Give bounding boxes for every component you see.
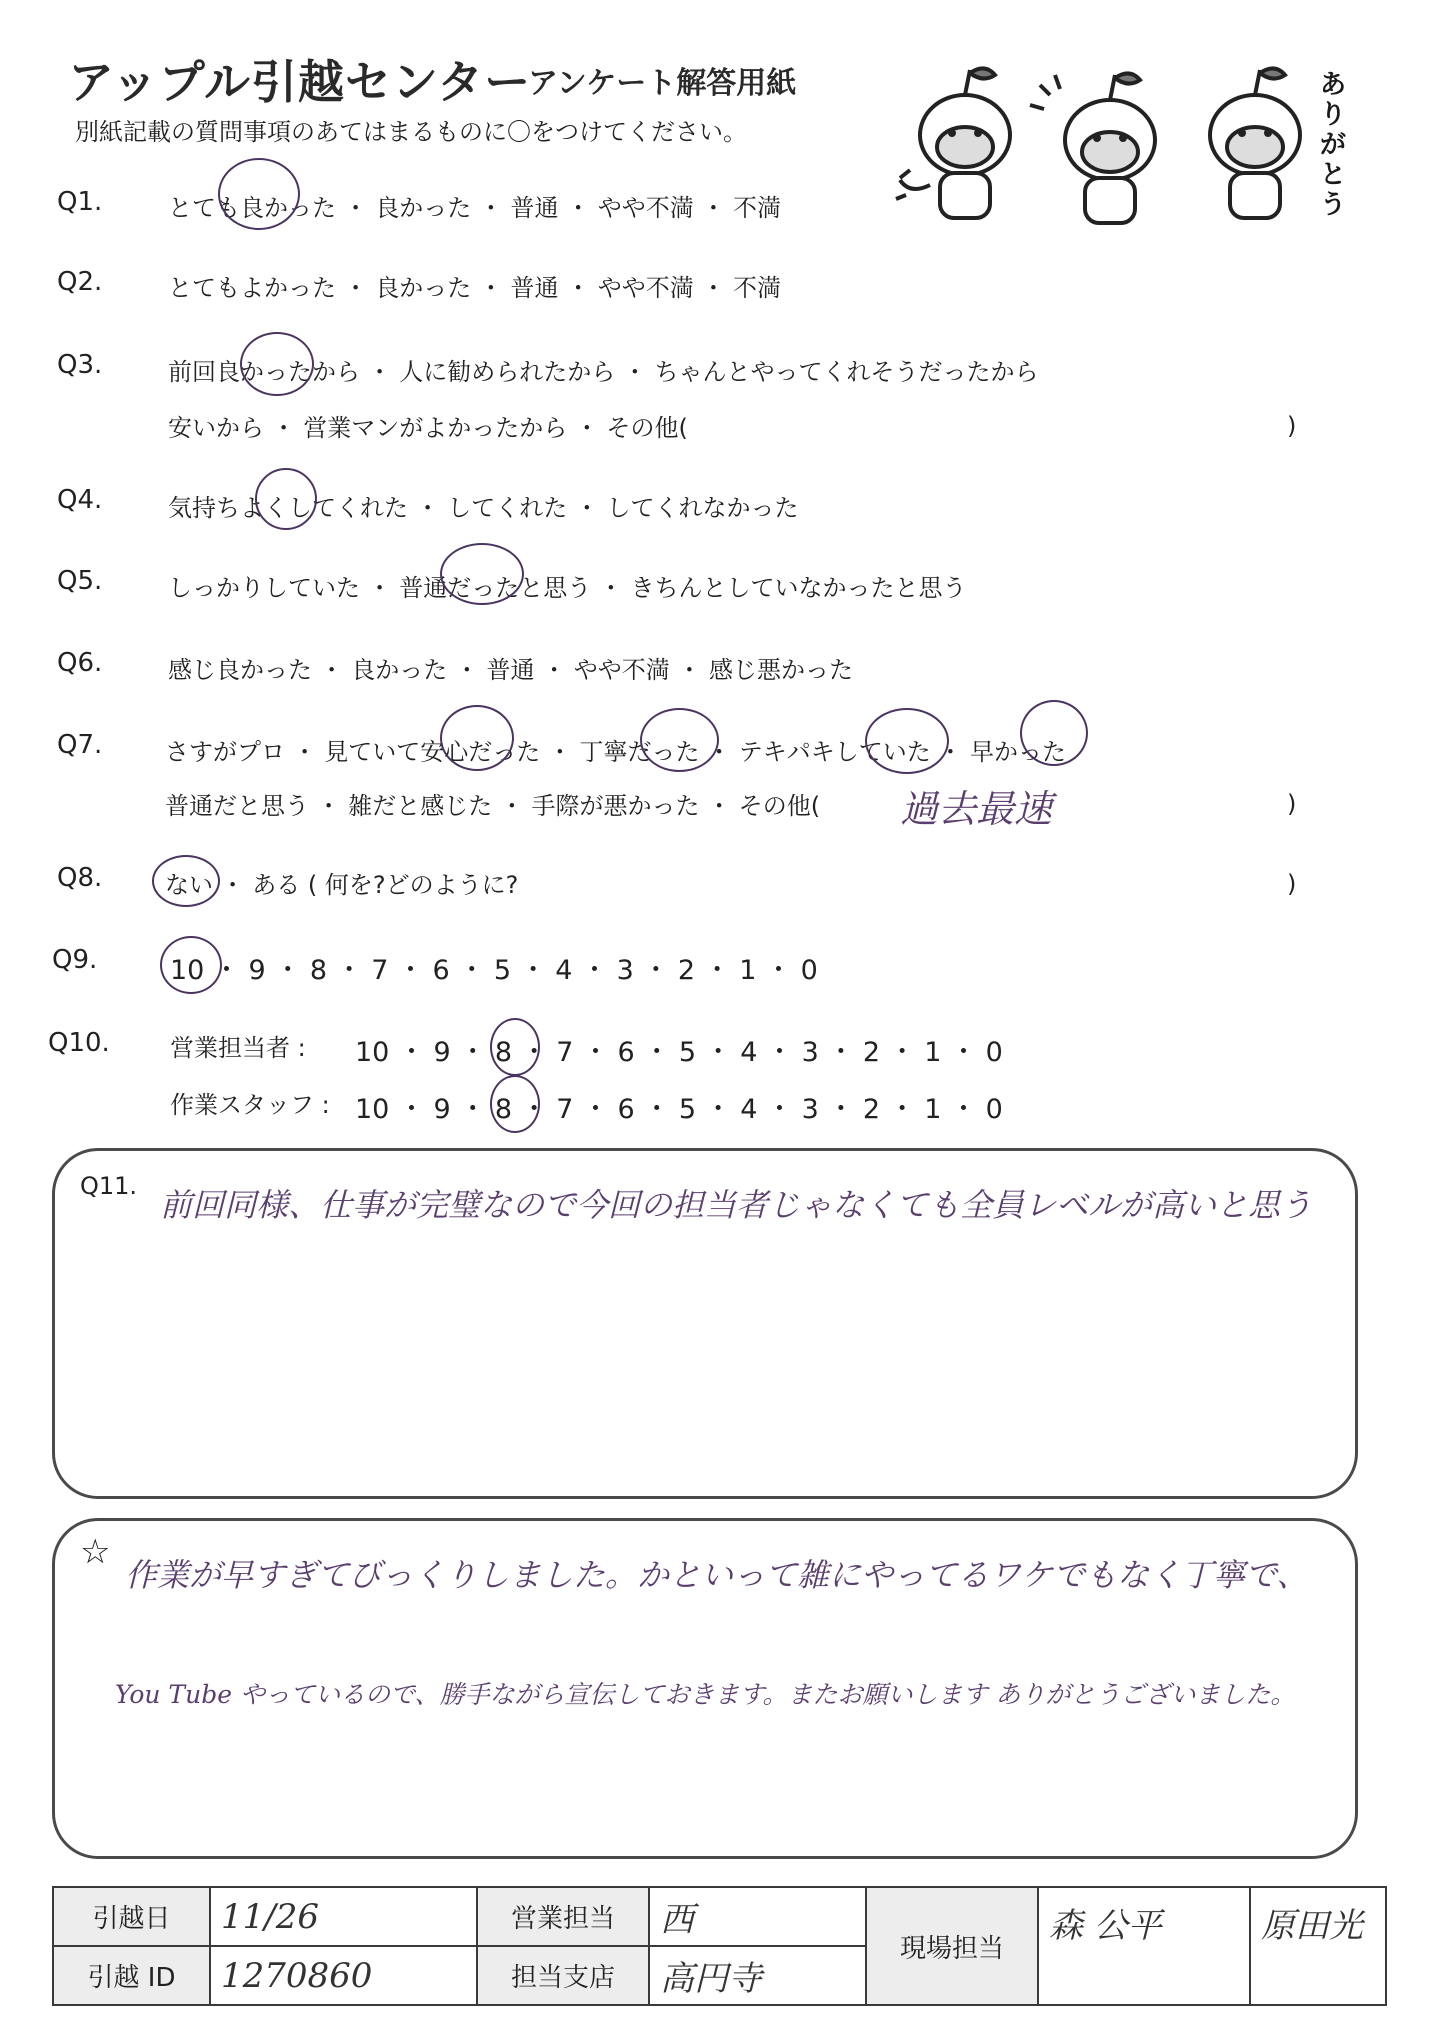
branch-value: 高円寺 [649, 1946, 866, 2005]
free-comment-line1: 作業が早すぎてびっくりしました。かといって雑にやってるワケでもなく丁寧で、 [125, 1556, 1309, 1594]
move-id-value: 1270860 [210, 1946, 477, 2005]
star-mark: ☆ [80, 1532, 111, 1572]
q5-answer-circle [440, 543, 524, 605]
q3-options-line2: 安いから ・ 営業マンがよかったから ・ その他( [168, 414, 688, 442]
sales-rep-label: 営業担当 [477, 1887, 649, 1946]
q2-options: とてもよかった ・ 良かった ・ 普通 ・ やや不満 ・ 不満 [168, 274, 782, 302]
q6-number: Q6. [57, 648, 103, 678]
q6-options: 感じ良かった ・ 良かった ・ 普通 ・ やや不満 ・ 感じ悪かった [168, 656, 854, 684]
q3-answer-circle [240, 332, 314, 396]
q1-number: Q1. [57, 187, 103, 217]
q10-staff-scale: 10 ・ 9 ・ 8 ・ 7 ・ 6 ・ 5 ・ 4 ・ 3 ・ 2 ・ 1 ・ 0 [355, 1094, 1003, 1125]
q5-options: しっかりしていた ・ 普通だったと思う ・ きちんとしていなかったと思う [168, 574, 967, 602]
q7-close-paren: ) [1287, 790, 1297, 818]
q7-answer-circle-teinei [640, 708, 719, 772]
q10-sales-answer-circle [490, 1018, 540, 1076]
q7-answer-circle-hayakatta [1020, 700, 1088, 766]
q11-handwritten-comment: 前回同様、仕事が完璧なので今回の担当者じゃなくても全員レベルが高いと思う [160, 1186, 1313, 1224]
q7-other-handwritten: 過去最速 [900, 787, 1053, 831]
q8-number: Q8. [57, 863, 103, 893]
q8-answer-circle [152, 855, 220, 907]
form-instruction: 別紙記載の質問事項のあてはまるものに〇をつけてください。 [75, 118, 747, 146]
site-staff-value-2: 原田光 [1250, 1887, 1386, 2005]
move-date-value: 11/26 [210, 1887, 477, 1946]
q1-options: とても良かった ・ 良かった ・ 普通 ・ やや不満 ・ 不満 [168, 194, 782, 222]
q9-answer-circle [160, 936, 222, 994]
q8-close-paren: ) [1287, 870, 1297, 898]
move-id-label: 引越 ID [53, 1946, 210, 2005]
q7-answer-circle-tekipaki [865, 708, 949, 774]
q4-options: 気持ちよくしてくれた ・ してくれた ・ してくれなかった [168, 494, 799, 522]
footer-info-table [52, 1886, 1387, 2006]
q3-number: Q3. [57, 350, 103, 380]
move-date-label: 引越日 [53, 1887, 210, 1946]
site-staff-label: 現場担当 [866, 1887, 1038, 2005]
q7-number: Q7. [57, 730, 103, 760]
q10-sales-scale: 10 ・ 9 ・ 8 ・ 7 ・ 6 ・ 5 ・ 4 ・ 3 ・ 2 ・ 1 ・ 0 [355, 1037, 1003, 1068]
q3-options-line1: 前回良かったから ・ 人に勧められたから ・ ちゃんとやってくれそうだったから [168, 358, 1039, 386]
q2-number: Q2. [57, 267, 103, 297]
form-subtitle: アンケート解答用紙 [528, 66, 797, 101]
q4-number: Q4. [57, 485, 103, 515]
free-comment-line2: You Tube やっているので、勝手ながら宣伝しておきます。またお願いします ありがとうございました。 [115, 1680, 1296, 1709]
q7-options-line2: 普通だと思う ・ 雑だと感じた ・ 手際が悪かった ・ その他( [165, 792, 821, 820]
q11-number: Q11. [80, 1172, 138, 1200]
q10-staff-answer-circle [490, 1075, 540, 1133]
q8-options: ない ・ ある ( 何を?どのように? [165, 871, 519, 899]
q5-number: Q5. [57, 566, 103, 596]
site-staff-value-1: 森 公平 [1038, 1887, 1250, 2005]
q7-options-line1: さすがプロ ・ 見ていて安心だった ・ 丁寧だった ・ テキパキしていた ・ 早かった [165, 738, 1067, 766]
q1-answer-circle [218, 158, 300, 230]
q4-answer-circle [255, 468, 317, 530]
q10-staff-label: 作業スタッフ : [170, 1091, 330, 1119]
mascot-thanks-text: ありがとう [1320, 70, 1347, 220]
q9-scale: 10 ・ 9 ・ 8 ・ 7 ・ 6 ・ 5 ・ 4 ・ 3 ・ 2 ・ 1 ・ 0 [170, 955, 818, 986]
q7-answer-circle-anshin [440, 705, 514, 771]
q10-sales-label: 営業担当者 : [170, 1034, 306, 1062]
sales-rep-value: 西 [649, 1887, 866, 1946]
q3-close-paren: ) [1287, 412, 1297, 440]
branch-label: 担当支店 [477, 1946, 649, 2005]
q9-number: Q9. [52, 945, 98, 975]
q10-number: Q10. [48, 1028, 110, 1058]
form-title: アップル引越センター [68, 55, 532, 109]
mascot-illustration [880, 55, 1340, 235]
